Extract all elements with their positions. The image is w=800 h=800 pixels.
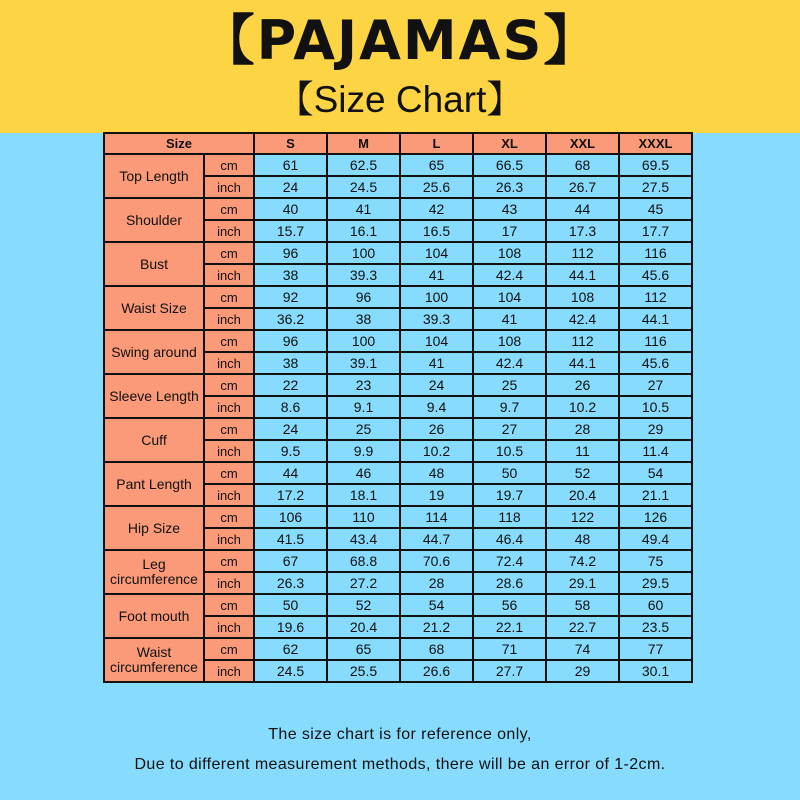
measurement-value: 10.5 [473,440,546,462]
unit-label: inch [204,264,254,286]
measurement-value: 46 [327,462,400,484]
unit-label: cm [204,330,254,352]
measurement-value: 30.1 [619,660,692,682]
measurement-value: 29.1 [546,572,619,594]
measurement-value: 110 [327,506,400,528]
measurement-value: 17 [473,220,546,242]
measurement-value: 65 [400,154,473,176]
unit-label: inch [204,616,254,638]
measurement-value: 108 [546,286,619,308]
table-row [104,154,692,176]
measurement-value: 116 [619,330,692,352]
note-line-2: Due to different measurement methods, there will be an error of 1-2cm. [134,756,666,773]
table-row [104,550,692,572]
measurement-value: 112 [619,286,692,308]
unit-label: inch [204,176,254,198]
measurement-value: 9.9 [327,440,400,462]
measurement-name: Sleeve Length [104,374,204,418]
measurement-value: 100 [327,242,400,264]
table-row [104,330,692,352]
measurement-value: 24.5 [254,660,327,682]
measurement-value: 19 [400,484,473,506]
measurement-value: 54 [400,594,473,616]
measurement-value: 8.6 [254,396,327,418]
measurement-value: 50 [254,594,327,616]
size-header-xl: XL [473,133,546,154]
size-header-row [104,133,692,154]
measurement-value: 41 [327,198,400,220]
measurement-value: 44.7 [400,528,473,550]
measurement-name: Leg circumference [104,550,204,594]
measurement-value: 24 [254,418,327,440]
size-header-xxxl: XXXL [619,133,692,154]
measurement-value: 17.3 [546,220,619,242]
measurement-value: 46.4 [473,528,546,550]
measurement-value: 25 [473,374,546,396]
size-header-s: S [254,133,327,154]
measurement-name: Pant Length [104,462,204,506]
measurement-value: 48 [546,528,619,550]
measurement-value: 44 [546,198,619,220]
measurement-value: 28 [546,418,619,440]
measurement-value: 42 [400,198,473,220]
measurement-value: 29 [546,660,619,682]
measurement-value: 20.4 [327,616,400,638]
measurement-value: 44 [254,462,327,484]
measurement-value: 56 [473,594,546,616]
measurement-value: 19.6 [254,616,327,638]
measurement-value: 29.5 [619,572,692,594]
measurement-value: 112 [546,330,619,352]
measurement-value: 44.1 [546,352,619,374]
measurement-value: 20.4 [546,484,619,506]
measurement-name: Shoulder [104,198,204,242]
measurement-value: 24 [254,176,327,198]
measurement-value: 60 [619,594,692,616]
measurement-value: 26.3 [254,572,327,594]
measurement-value: 28.6 [473,572,546,594]
measurement-value: 58 [546,594,619,616]
unit-label: cm [204,374,254,396]
measurement-value: 41 [400,352,473,374]
measurement-value: 68.8 [327,550,400,572]
measurement-value: 41 [473,308,546,330]
measurement-value: 36.2 [254,308,327,330]
measurement-value: 10.2 [546,396,619,418]
measurement-value: 27.7 [473,660,546,682]
measurement-value: 38 [327,308,400,330]
measurement-value: 26.6 [400,660,473,682]
measurement-value: 25 [327,418,400,440]
unit-label: cm [204,594,254,616]
measurement-value: 38 [254,264,327,286]
measurement-value: 96 [327,286,400,308]
measurement-value: 108 [473,242,546,264]
measurement-value: 112 [546,242,619,264]
measurement-value: 104 [400,242,473,264]
measurement-value: 25.6 [400,176,473,198]
measurement-value: 21.2 [400,616,473,638]
measurement-value: 9.7 [473,396,546,418]
unit-label: cm [204,242,254,264]
measurement-name: Waist circumference [104,638,204,682]
measurement-value: 26.3 [473,176,546,198]
measurement-value: 116 [619,242,692,264]
measurement-value: 69.5 [619,154,692,176]
measurement-value: 42.4 [473,352,546,374]
measurement-value: 39.3 [400,308,473,330]
measurement-value: 26 [400,418,473,440]
measurement-value: 52 [546,462,619,484]
measurement-value: 106 [254,506,327,528]
measurement-value: 74.2 [546,550,619,572]
measurement-value: 26.7 [546,176,619,198]
measurement-name: Hip Size [104,506,204,550]
unit-label: cm [204,198,254,220]
measurement-value: 54 [619,462,692,484]
unit-label: inch [204,396,254,418]
measurement-value: 45 [619,198,692,220]
measurement-value: 72.4 [473,550,546,572]
measurement-value: 42.4 [473,264,546,286]
measurement-value: 42.4 [546,308,619,330]
size-chart-table [103,132,693,683]
measurement-value: 9.4 [400,396,473,418]
measurement-value: 67 [254,550,327,572]
table-row [104,506,692,528]
measurement-name: Bust [104,242,204,286]
header-banner [0,0,800,133]
measurement-value: 29 [619,418,692,440]
measurement-value: 26 [546,374,619,396]
measurement-value: 104 [473,286,546,308]
measurement-value: 16.5 [400,220,473,242]
measurement-value: 114 [400,506,473,528]
measurement-value: 27.2 [327,572,400,594]
unit-label: inch [204,572,254,594]
measurement-value: 38 [254,352,327,374]
measurement-value: 44.1 [619,308,692,330]
unit-label: inch [204,484,254,506]
unit-label: inch [204,660,254,682]
measurement-value: 45.6 [619,352,692,374]
size-header-xxl: XXL [546,133,619,154]
measurement-value: 43.4 [327,528,400,550]
unit-label: inch [204,220,254,242]
measurement-value: 62.5 [327,154,400,176]
measurement-value: 15.7 [254,220,327,242]
table-row [104,594,692,616]
measurement-value: 65 [327,638,400,660]
measurement-value: 27.5 [619,176,692,198]
measurement-value: 40 [254,198,327,220]
measurement-value: 23 [327,374,400,396]
page-title: 【PAJAMAS】 [200,9,600,72]
measurement-name: Top Length [104,154,204,198]
measurement-value: 108 [473,330,546,352]
unit-label: inch [204,352,254,374]
measurement-name: Foot mouth [104,594,204,638]
table-row [104,242,692,264]
measurement-value: 22.7 [546,616,619,638]
measurement-name: Cuff [104,418,204,462]
unit-label: cm [204,154,254,176]
size-header-m: M [327,133,400,154]
measurement-value: 11.4 [619,440,692,462]
unit-label: cm [204,286,254,308]
measurement-value: 25.5 [327,660,400,682]
measurement-value: 16.1 [327,220,400,242]
measurement-value: 39.1 [327,352,400,374]
page-subtitle: 【Size Chart】 [276,79,524,120]
table-row [104,638,692,660]
measurement-value: 28 [400,572,473,594]
measurement-name: Waist Size [104,286,204,330]
table-row [104,374,692,396]
measurement-value: 41 [400,264,473,286]
measurement-value: 49.4 [619,528,692,550]
unit-label: cm [204,550,254,572]
measurement-value: 68 [546,154,619,176]
unit-label: cm [204,506,254,528]
measurement-value: 68 [400,638,473,660]
measurement-value: 48 [400,462,473,484]
size-header-l: L [400,133,473,154]
measurement-value: 126 [619,506,692,528]
measurement-name: Swing around [104,330,204,374]
measurement-value: 22 [254,374,327,396]
measurement-value: 11 [546,440,619,462]
measurement-value: 23.5 [619,616,692,638]
measurement-value: 92 [254,286,327,308]
measurement-value: 43 [473,198,546,220]
measurement-value: 61 [254,154,327,176]
measurement-value: 77 [619,638,692,660]
measurement-value: 100 [327,330,400,352]
size-header-label: Size [104,133,254,154]
measurement-value: 122 [546,506,619,528]
measurement-value: 50 [473,462,546,484]
measurement-value: 71 [473,638,546,660]
measurement-value: 44.1 [546,264,619,286]
measurement-value: 70.6 [400,550,473,572]
table-row [104,418,692,440]
measurement-value: 118 [473,506,546,528]
measurement-value: 18.1 [327,484,400,506]
measurement-value: 41.5 [254,528,327,550]
note-line-1: The size chart is for reference only, [268,726,532,743]
measurement-value: 22.1 [473,616,546,638]
measurement-value: 9.5 [254,440,327,462]
measurement-value: 10.5 [619,396,692,418]
measurement-value: 74 [546,638,619,660]
unit-label: cm [204,418,254,440]
measurement-value: 52 [327,594,400,616]
measurement-value: 24.5 [327,176,400,198]
measurement-value: 75 [619,550,692,572]
unit-label: cm [204,462,254,484]
table-row [104,198,692,220]
measurement-value: 27 [619,374,692,396]
unit-label: cm [204,638,254,660]
unit-label: inch [204,308,254,330]
unit-label: inch [204,440,254,462]
measurement-value: 100 [400,286,473,308]
measurement-value: 17.7 [619,220,692,242]
measurement-value: 19.7 [473,484,546,506]
size-table-body [104,154,692,682]
measurement-value: 104 [400,330,473,352]
measurement-value: 39.3 [327,264,400,286]
measurement-value: 10.2 [400,440,473,462]
measurement-value: 9.1 [327,396,400,418]
measurement-value: 62 [254,638,327,660]
table-row [104,462,692,484]
unit-label: inch [204,528,254,550]
measurement-value: 24 [400,374,473,396]
measurement-value: 17.2 [254,484,327,506]
measurement-value: 27 [473,418,546,440]
measurement-value: 66.5 [473,154,546,176]
measurement-value: 21.1 [619,484,692,506]
measurement-value: 96 [254,330,327,352]
measurement-value: 45.6 [619,264,692,286]
measurement-value: 96 [254,242,327,264]
table-row [104,286,692,308]
